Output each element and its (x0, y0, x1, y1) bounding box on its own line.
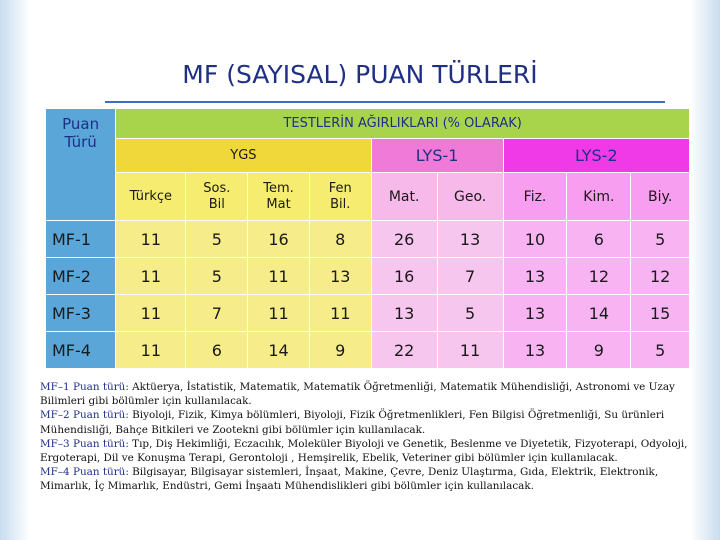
weight-cell: 11 (116, 221, 186, 258)
subject-line1: Fiz. (523, 188, 547, 205)
weight-cell: 13 (503, 258, 567, 295)
weight-cell: 13 (503, 332, 567, 369)
weight-cell: 9 (567, 332, 631, 369)
weight-cell: 11 (437, 332, 503, 369)
puan-turu-line1: Puan (62, 115, 100, 133)
weight-cell: 16 (248, 221, 310, 258)
weight-cell: 5 (437, 295, 503, 332)
note-key: MF–2 Puan türü: (40, 409, 129, 422)
group-ygs: YGS (116, 139, 371, 173)
weight-cell: 13 (309, 258, 371, 295)
note-key: MF–3 Puan türü: (40, 437, 129, 450)
subject-header (186, 173, 248, 221)
row-label: MF-1 (46, 221, 116, 258)
weight-cell: 12 (631, 258, 690, 295)
weight-cell: 10 (503, 221, 567, 258)
subject-header (503, 173, 567, 221)
subject-header (248, 173, 310, 221)
table-row (46, 258, 690, 295)
note-key: MF–1 Puan türü: (40, 381, 129, 393)
subject-header (631, 173, 690, 221)
weight-cell: 11 (116, 332, 186, 369)
subject-line1: Tem. (263, 180, 294, 196)
weight-cell: 16 (371, 258, 437, 295)
weight-cell: 22 (371, 332, 437, 369)
subject-line2: Bil (208, 196, 225, 212)
weight-cell: 13 (371, 295, 437, 332)
weight-cell: 11 (116, 295, 186, 332)
notes-block (40, 380, 700, 494)
row-label: MF-3 (46, 295, 116, 332)
weight-cell: 7 (186, 295, 248, 332)
weight-cell: 12 (567, 258, 631, 295)
subject-line1: Kim. (583, 188, 615, 205)
subject-header (116, 173, 186, 221)
puan-turu-line2: Türü (64, 133, 97, 151)
note-text: Biyoloji, Fizik, Kimya bölümleri, Biyoloji, Fizik Öğretmenlikleri, Fen Bilgisi Öğretmenliği, Su ürünleri Mühendisliği, Bahçe Bitkileri ve Zootekni gibi bölümler için kullanılacak. (40, 409, 665, 436)
weights-table (45, 108, 690, 369)
subject-line1: Sos. (203, 180, 231, 196)
weight-cell: 11 (309, 295, 371, 332)
title-underline (105, 101, 665, 103)
group-lys1: LYS-1 (371, 139, 503, 173)
table-row (46, 295, 690, 332)
weight-cell: 11 (248, 258, 310, 295)
weight-cell: 9 (309, 332, 371, 369)
note-text: Tıp, Diş Hekimliği, Eczacılık, Moleküler Biyoloji ve Genetik, Beslenme ve Diyetetik, Fizyoterapi, Odyoloji, Ergoterapi, Dil ve Konuşma Terapi, Gerontoloji , Hemşirelik, Ebelik, Veteriner gibi bölümler için kullanılacak. (40, 437, 688, 465)
puan-turu-header (46, 109, 116, 221)
note-key: MF–4 Puan türü: (40, 466, 129, 479)
weight-cell: 13 (437, 221, 503, 258)
subject-header (437, 173, 503, 221)
slide-title: MF (SAYISAL) PUAN TÜRLERİ (182, 60, 538, 89)
weight-cell: 5 (186, 221, 248, 258)
weight-cell: 15 (631, 295, 690, 332)
weight-cell: 7 (437, 258, 503, 295)
weight-cell: 5 (631, 332, 690, 369)
table-row (46, 221, 690, 258)
subject-header (309, 173, 371, 221)
weight-cell: 14 (248, 332, 310, 369)
subject-line1: Fen (328, 180, 352, 196)
subject-line2: Bil. (330, 196, 351, 212)
subject-line1: Geo. (453, 188, 487, 205)
row-label: MF-4 (46, 332, 116, 369)
subject-line2: Mat (266, 196, 291, 212)
subject-line1: Türkçe (129, 188, 173, 204)
row-label: MF-2 (46, 258, 116, 295)
subject-line1: Mat. (388, 188, 420, 205)
note-text: Aktüerya, İstatistik, Matematik, Matematik Öğretmenliği, Matematik Mühendisliği, Astronomi ve Uzay Bilimleri gibi bölümler için kullanılacak. (40, 381, 675, 408)
weight-cell: 26 (371, 221, 437, 258)
weight-cell: 6 (567, 221, 631, 258)
subject-header (567, 173, 631, 221)
weight-cell: 11 (116, 258, 186, 295)
note-text: Bilgisayar, Bilgisayar sistemleri, İnşaat, Makine, Çevre, Deniz Ulaştırma, Gıda, Elektrik, Elektronik, Mimarlık, İç Mimarlık, Endüstri, Gemi İnşaatı Mühendislikleri gibi bölümler için kullanılacak. (40, 466, 659, 493)
weight-cell: 6 (186, 332, 248, 369)
weight-cell: 13 (503, 295, 567, 332)
subject-line1: Biy. (648, 188, 673, 205)
table-row (46, 332, 690, 369)
group-lys2: LYS-2 (503, 139, 689, 173)
weight-cell: 5 (631, 221, 690, 258)
weight-cell: 14 (567, 295, 631, 332)
weights-header: TESTLERİN AĞIRLIKLARI (% OLARAK) (116, 109, 690, 139)
weight-cell: 5 (186, 258, 248, 295)
subject-header (371, 173, 437, 221)
weight-cell: 11 (248, 295, 310, 332)
weight-cell: 8 (309, 221, 371, 258)
